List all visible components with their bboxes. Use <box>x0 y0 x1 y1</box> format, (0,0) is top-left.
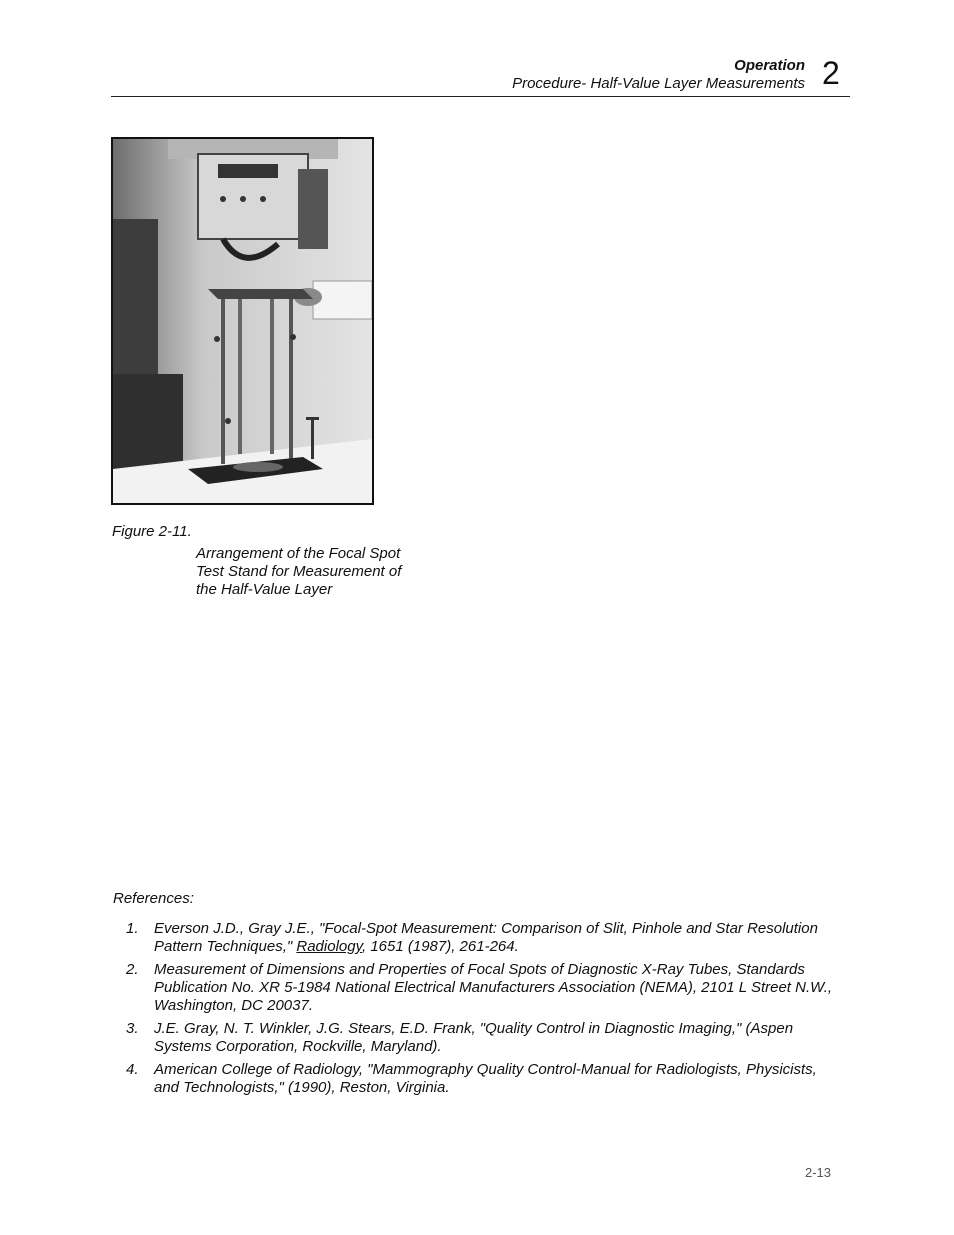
test-stand-photo <box>113 139 372 503</box>
page-number: 2-13 <box>805 1165 832 1180</box>
figure-caption: Arrangement of the Focal Spot Test Stand for Measurement of the Half-Value Layer <box>196 545 402 598</box>
references-list <box>124 920 844 1102</box>
reference-number: 1. <box>126 920 139 937</box>
section-title: Operation <box>734 57 805 74</box>
reference-text: American College of Radiology, "Mammography Quality Control-Manual for Radiologists, Physicists, and Technologists," (1990), Reston, Virginia. <box>154 1061 817 1096</box>
reference-number: 2. <box>126 961 139 978</box>
reference-item <box>124 1020 844 1056</box>
reference-number: 4. <box>126 1061 139 1078</box>
figure-photo <box>111 137 374 505</box>
reference-item <box>124 961 844 1015</box>
references-heading: References: <box>113 890 194 907</box>
reference-item <box>124 920 844 956</box>
reference-text: Measurement of Dimensions and Properties of Focal Spots of Diagnostic X-Ray Tubes, Standards Publication No. XR 5-1984 National Electrical Manufacturers Association (NEMA), 2101 L Street N.W., Washington, DC 20037. <box>154 961 833 1014</box>
reference-text-end: , 1651 (1987), 261-264. <box>361 938 519 955</box>
reference-text: Everson J.D., Gray J.E., "Focal-Spot Measurement: Comparison of Slit, Pinhole and Star Resolution Pattern Techniques," <box>154 920 818 955</box>
chapter-number: 2 <box>822 55 840 91</box>
section-subtitle: Procedure- Half-Value Layer Measurements <box>512 75 805 92</box>
reference-text: J.E. Gray, N. T. Winkler, J.G. Stears, E.D. Frank, "Quality Control in Diagnostic Imaging," (Aspen Systems Corporation, Rockville, Maryland). <box>154 1020 794 1055</box>
journal-name: Radiology <box>296 938 362 955</box>
figure-label: Figure 2-11. <box>112 523 192 540</box>
reference-number: 3. <box>126 1020 139 1037</box>
header-divider <box>111 96 850 97</box>
running-header <box>512 57 805 93</box>
reference-item <box>124 1061 844 1097</box>
